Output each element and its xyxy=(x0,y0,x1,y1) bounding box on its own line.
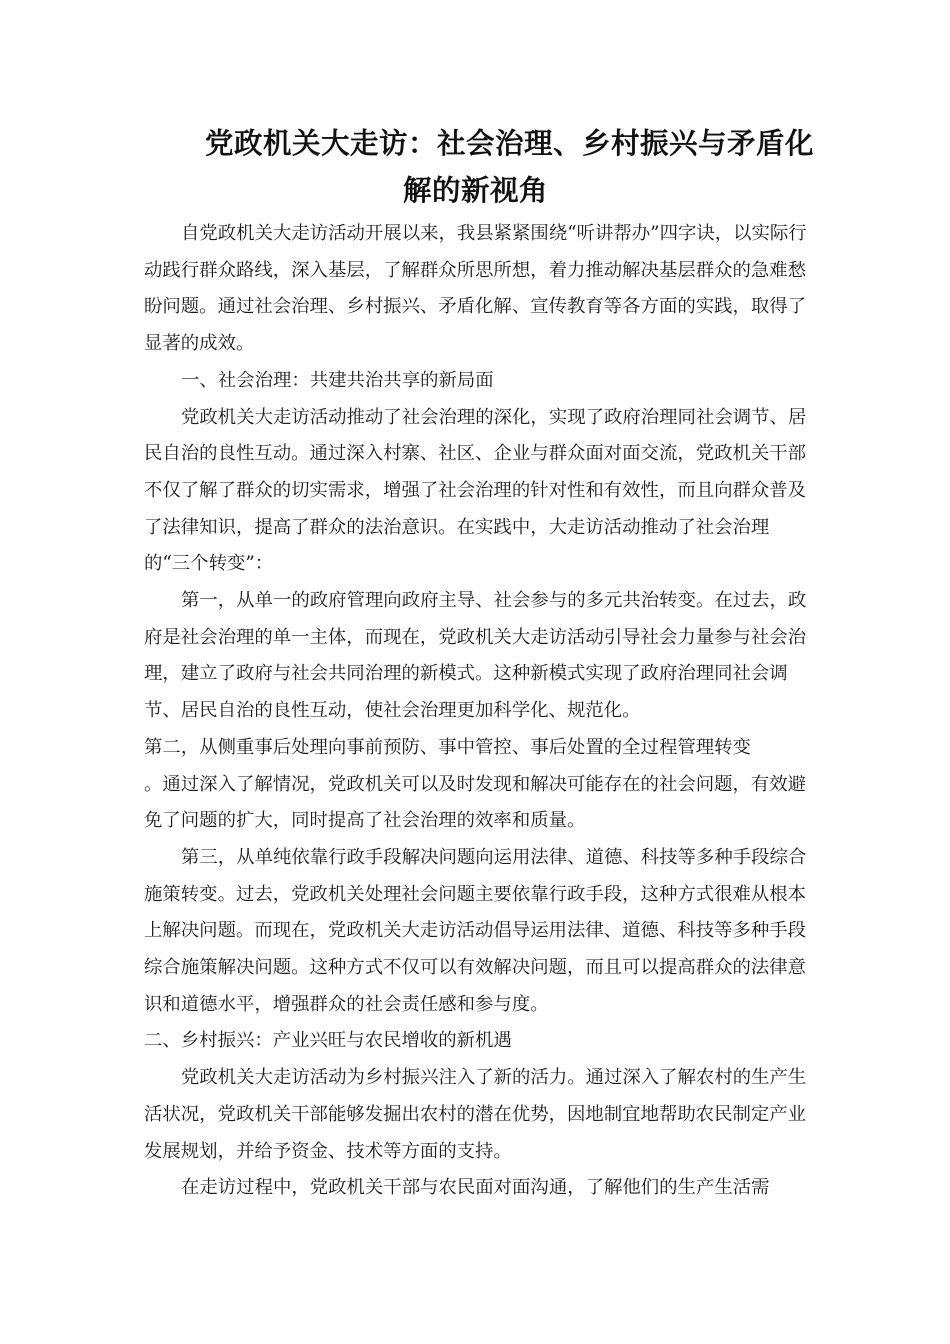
document-body xyxy=(144,216,808,1207)
visit-process-paragraph: 在走访过程中，党政机关干部与农民面对面沟通，了解他们的生产生活需 xyxy=(181,1177,770,1199)
third-transformation-paragraph: 第三，从单纯依靠行政手段解决问题向运用法律、道德、科技等多种手段综合施策转变。过去，党政机关处理社会问题主要依靠行政手段，这种方式很难从根本上解决问题。而现在，党政机关大走访活动倡导运用法律、道德、科技等多种手段综合施策解决问题。这种方式不仅可以有效解决问题，而且可以提高群众的法律意识和道德水平，增强群众的社会责任感和参与度。 xyxy=(144,846,807,1015)
title-line-2: 解的新视角 xyxy=(403,174,549,207)
second-transformation-continuation: 。通过深入了解情况，党政机关可以及时发现和解决可能存在的社会问题，有效避免了问题的扩大，同时提高了社会治理的效率和质量。 xyxy=(144,773,807,832)
intro-paragraph: 自党政机关大走访活动开展以来，我县紧紧围绕“听讲帮办”四字诀，以实际行动践行群众路线，深入基层，了解群众所思所想，着力推动解决基层群众的急难愁盼问题。通过社会治理、乡村振兴、矛盾化解、宣传教育等各方面的实践，取得了显著的成效。 xyxy=(144,223,807,355)
title-line-1: 党政机关大走访：社会治理、乡村振兴与矛盾化 xyxy=(205,127,815,160)
section-heading-rural-revitalization: 二、乡村振兴：产业兴旺与农民增收的新机遇 xyxy=(144,1030,512,1052)
second-transformation-heading-line: 第二，从侧重事后处理向事前预防、事中管控、事后处置的全过程管理转变 xyxy=(144,736,751,758)
first-transformation-paragraph: 第一，从单一的政府管理向政府主导、社会参与的多元共治转变。在过去，政府是社会治理的单一主体，而现在，党政机关大走访活动引导社会力量参与社会治理，建立了政府与社会共同治理的新模式。这种新模式实现了政府治理同社会调节、居民自治的良性互动，使社会治理更加科学化、规范化。 xyxy=(144,590,807,722)
document-title xyxy=(180,120,830,214)
rural-revitalization-paragraph: 党政机关大走访活动为乡村振兴注入了新的活力。通过深入了解农村的生产生活状况，党政机关干部能够发掘出农村的潜在优势，因地制宜地帮助农民制定产业发展规划，并给予资金、技术等方面的支持。 xyxy=(144,1067,807,1162)
social-governance-paragraph: 党政机关大走访活动推动了社会治理的深化，实现了政府治理同社会调节、居民自治的良性互动。通过深入村寨、社区、企业与群众面对面交流，党政机关干部不仅了解了群众的切实需求，增强了社会治理的针对性和有效性，而且向群众普及了法律知识，提高了群众的法治意识。在实践中，大走访活动推动了社会治理的“三个转变”： xyxy=(144,406,807,575)
section-heading-social-governance: 一、社会治理：共建共治共享的新局面 xyxy=(181,369,494,391)
